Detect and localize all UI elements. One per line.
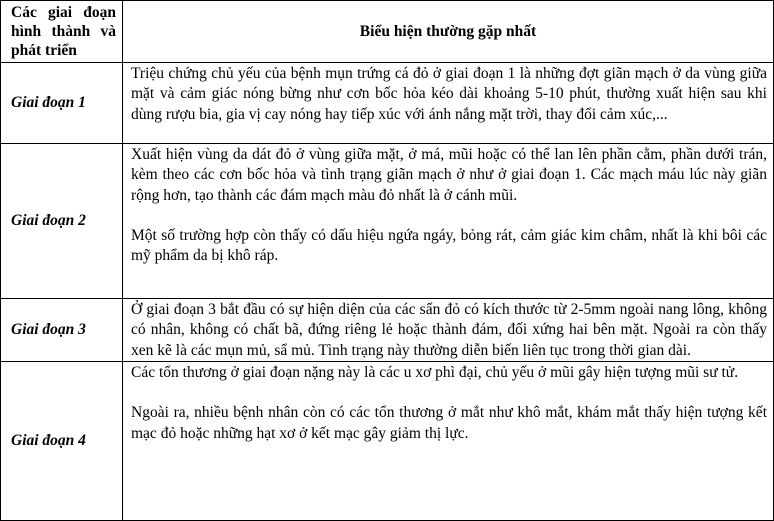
header-stage-label: Các giai đoạn hình thành và phát triển [11, 4, 116, 59]
symptom-paragraph: Ở giai đoạn 3 bắt đầu có sự hiện diện của các sẩn đỏ có kích thước từ 2-5mm ngoài nang lông, không có nhân, không có chất bã, đứng riêng lẻ hoặc thành đám, đối xứng hai bên mặt. Ngoài ra còn thấy xen kẽ là các mụn mủ, sẩ mủ. Tình trạng này thường diễn biến liên tục trong thời gian dài. [131, 301, 767, 359]
stage-label: Giai đoạn 3 [11, 321, 86, 338]
stage-label: Giai đoạn 2 [11, 212, 86, 229]
stage-cell [1, 362, 123, 520]
stage-cell [1, 144, 123, 298]
symptom-cell [123, 362, 773, 520]
header-cell-symptoms [123, 1, 773, 62]
table-row [1, 144, 773, 299]
table-row [1, 362, 773, 520]
symptom-cell [123, 63, 773, 143]
symptom-cell [123, 299, 773, 361]
table-row [1, 63, 773, 144]
header-symptoms-label: Biểu hiện thường gặp nhất [359, 22, 537, 40]
stage-label: Giai đoạn 1 [11, 94, 86, 111]
table-row [1, 299, 773, 362]
stage-cell [1, 63, 123, 143]
symptom-paragraph: Ngoài ra, nhiều bệnh nhân còn có các tổn thương ở mắt như khô mắt, khám mắt thấy hiện tượng kết mạc đỏ hoặc những hạt xơ ở kết mạc gây giảm thị lực. [131, 404, 767, 442]
symptom-paragraph: Triệu chứng chủ yếu của bệnh mụn trứng cá đỏ ở giai đoạn 1 là những đợt giãn mạch ở da vùng giữa mặt và cảm giác nóng bừng như cơn bốc hỏa kéo dài khoảng 5-10 phút, thường xuất hiện sau khi dùng rượu bia, gia vị cay nóng hay tiếp xúc với ánh nắng mặt trời, thay đổi cảm xúc,... [131, 65, 767, 123]
symptom-paragraph: Một số trường hợp còn thấy có dấu hiệu ngứa ngáy, bỏng rát, cảm giác kim châm, nhất là khi bôi các mỹ phẩm da bị khô ráp. [131, 226, 767, 265]
symptom-paragraph: Các tổn thương ở giai đoạn nặng này là các u xơ phì đại, chủ yếu ở mũi gây hiện tượng mũi sư tử. [131, 364, 739, 381]
table-header-row [1, 1, 773, 63]
header-cell-stage [1, 1, 123, 62]
symptom-cell [123, 144, 773, 298]
stage-cell [1, 299, 123, 361]
symptom-paragraph: Xuất hiện vùng da dát đỏ ở vùng giữa mặt, ở má, mũi hoặc có thể lan lên phần cằm, phần dưới trán, kèm theo các cơn bốc hỏa và tình trạng giãn mạch ở như ở giai đoạn 1. Các mạch máu lúc này giãn rộng hơn, tạo thành các đám mạch màu đỏ nhất là ở cánh mũi. [131, 146, 767, 204]
stage-label: Giai đoạn 4 [11, 432, 86, 449]
